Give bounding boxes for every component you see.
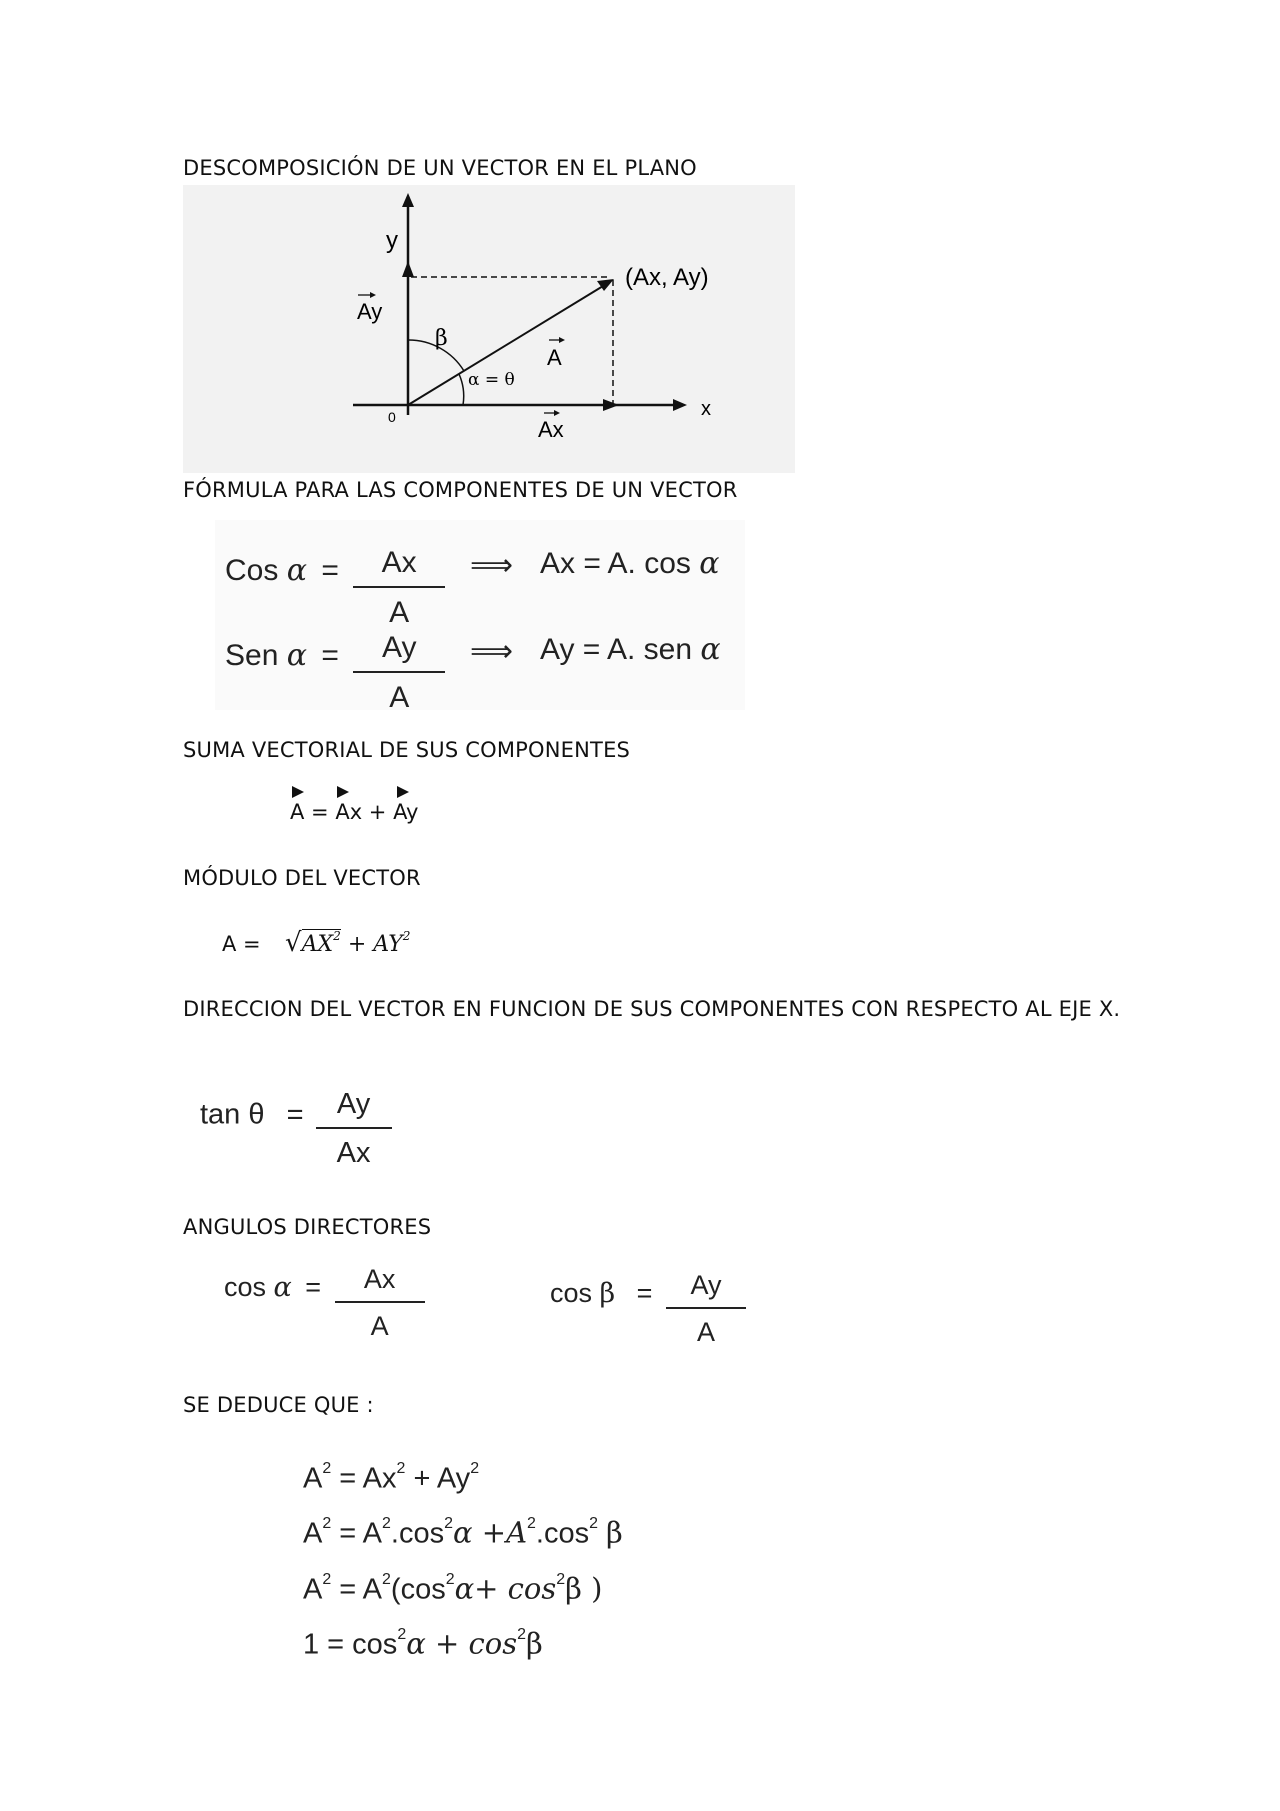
- a-label-arrow-icon: [559, 337, 565, 343]
- alpha-symbol-3: α: [286, 637, 307, 673]
- heading-suma: SUMA VECTORIAL DE SUS COMPONENTES: [183, 738, 631, 762]
- sen-formula: Sen α = $\frac{Ay}{A}$: [225, 615, 445, 699]
- x-axis-arrow-icon: [673, 399, 687, 411]
- point-label: (Ax, Ay): [625, 264, 709, 291]
- heading-descomposicion: DESCOMPOSICIÓN DE UN VECTOR EN EL PLANO: [183, 156, 697, 180]
- cos-result: [540, 546, 720, 581]
- ay-label-arrow-icon: [370, 292, 376, 298]
- heading-modulo: MÓDULO DEL VECTOR: [183, 866, 421, 890]
- x-axis-label: x: [701, 398, 711, 420]
- cos-lhs: Cos: [225, 553, 279, 587]
- suma-ax: Ax: [335, 800, 363, 824]
- tan-formula: tan θ = $\frac{Ay}{Ax}$: [200, 1075, 392, 1157]
- beta-label: β: [435, 326, 448, 351]
- origin-label: 0: [388, 409, 396, 425]
- vector-a-label: A: [547, 345, 562, 370]
- implies-2: ⟹: [470, 635, 514, 668]
- tan-den: Ax: [336, 1137, 371, 1169]
- heading-formula: FÓRMULA PARA LAS COMPONENTES DE UN VECTOR: [183, 478, 738, 502]
- alpha-symbol: α: [286, 552, 307, 588]
- sen-num: Ay: [353, 631, 445, 673]
- director-alpha: α: [273, 1272, 292, 1304]
- ax-arrow-icon: [603, 399, 619, 411]
- suma-ay: Ay: [393, 800, 419, 824]
- modulo-radicand: AX: [301, 932, 334, 957]
- ax-label: Ax: [538, 417, 564, 442]
- cos-beta-director: cos β = $\frac{Ay}{A}$: [550, 1256, 746, 1334]
- sen-den: A: [389, 681, 410, 714]
- deduce-line-2: $A^2 = A^2.\cos^2\alpha +A^2.\cos^2$ β: [303, 1515, 623, 1550]
- y-axis-label: y: [386, 227, 398, 254]
- cos-beta-lhs: cos: [550, 1278, 593, 1309]
- suma-vectorial: A = Ax + Ay: [290, 800, 418, 824]
- sen-lhs: Sen: [225, 638, 279, 672]
- director-num-2: Ay: [666, 1270, 746, 1309]
- ay-result: Ay = A. sen: [540, 633, 693, 666]
- alpha-arc: [459, 374, 464, 405]
- deduce-line-1: $A^2 = Ax^2 + Ay^2$: [303, 1460, 480, 1495]
- cos-alpha-lhs: cos: [224, 1272, 267, 1303]
- implies-1: ⟹: [470, 549, 514, 582]
- ax-result: Ax = A. cos: [540, 547, 691, 580]
- director-den-1: A: [370, 1311, 389, 1341]
- director-num-1: Ax: [335, 1264, 425, 1303]
- cos-num: Ax: [353, 546, 445, 588]
- vector-diagram: [183, 185, 795, 473]
- deduce-line-3: $A^2 = A^2(\cos^2\alpha+ \cos^2\beta$ ): [303, 1570, 603, 1606]
- modulo-lhs: A =: [222, 932, 261, 956]
- tan-num: Ay: [316, 1088, 392, 1129]
- ay-label: Ay: [357, 299, 383, 324]
- suma-a: A: [290, 800, 305, 824]
- director-beta: β: [599, 1278, 616, 1310]
- cos-den: A: [389, 596, 410, 629]
- tan-lhs: tan θ: [200, 1098, 265, 1131]
- modulo-formula: $√AX^2 + AY^2$: [285, 928, 411, 958]
- y-axis-arrow-icon: [402, 193, 414, 207]
- heading-angulos: ANGULOS DIRECTORES: [183, 1215, 432, 1239]
- ay-arrow-icon: [402, 261, 414, 277]
- vector-diagram-panel: [183, 185, 795, 473]
- alpha-theta-label: α = θ: [468, 370, 515, 390]
- director-den-2: A: [696, 1317, 715, 1347]
- cos-alpha-director: cos α = $\frac{Ax}{A}$: [224, 1250, 425, 1328]
- deduce-line-4: $1 = \cos^2\alpha + \cos^2\beta$: [303, 1626, 543, 1661]
- deduce-block: [303, 1446, 623, 1667]
- ax-label-arrow-icon: [554, 410, 560, 416]
- alpha-symbol-2: α: [699, 546, 720, 581]
- heading-direccion: DIRECCION DEL VECTOR EN FUNCION DE SUS COMPONENTES CON RESPECTO AL EJE X.: [183, 997, 1121, 1021]
- sen-result: [540, 632, 721, 667]
- heading-deduce: SE DEDUCE QUE :: [183, 1393, 374, 1417]
- cos-formula: Cos α = $\frac{Ax}{A}$: [225, 530, 445, 614]
- modulo-plus: + AY: [340, 932, 403, 957]
- alpha-symbol-4: α: [700, 632, 721, 667]
